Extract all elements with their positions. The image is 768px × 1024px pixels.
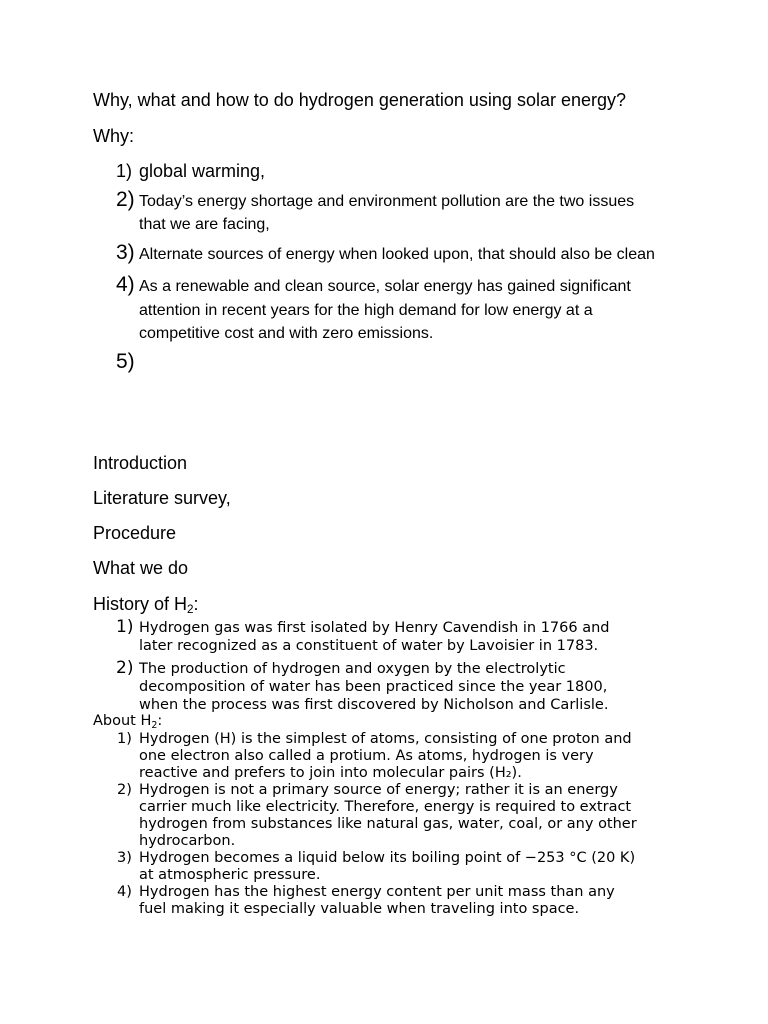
why-heading: Why: <box>93 126 135 146</box>
about-heading-text: About H <box>93 713 152 729</box>
history-heading-suffix: : <box>193 594 199 614</box>
about-item-text: hydrocarbon. <box>139 833 236 849</box>
about-item-text: one electron also called a protium. As atoms, hydrogen is very <box>139 748 594 764</box>
history-item-text: when the process was first discovered by Nicholson and Carlisle. <box>139 697 609 713</box>
history-item-text: later recognized as a constituent of water by Lavoisier in 1783. <box>139 638 599 654</box>
about-item-number: 1) <box>117 731 132 747</box>
why-item-text: competitive cost and with zero emissions. <box>139 325 434 342</box>
section-literature-survey: Literature survey, <box>93 488 231 508</box>
history-heading-subscript: 2 <box>187 603 194 616</box>
about-item-text: Hydrogen becomes a liquid below its boiling point of −253 °C (20 K) <box>139 850 636 866</box>
about-item-text: Hydrogen is not a primary source of energy; rather it is an energy <box>139 782 618 798</box>
about-heading <box>93 713 162 731</box>
history-item-text: The production of hydrogen and oxygen by the electrolytic <box>139 661 566 677</box>
why-item-text: global warming, <box>139 161 266 181</box>
why-item-number: 4) <box>116 273 135 296</box>
why-item-number: 2) <box>116 188 135 211</box>
history-heading-text: History of H <box>93 594 188 614</box>
about-item-text: hydrogen from substances like natural gas, water, coal, or any other <box>139 816 637 832</box>
about-heading-subscript: 2 <box>151 720 158 731</box>
section-introduction: Introduction <box>93 453 188 473</box>
about-item-text: Hydrogen (H) is the simplest of atoms, consisting of one proton and <box>139 731 632 747</box>
section-what-we-do: What we do <box>93 558 189 578</box>
why-item-text: Alternate sources of energy when looked upon, that should also be clean <box>139 246 655 263</box>
why-item-text: As a renewable and clean source, solar energy has gained significant <box>139 278 631 295</box>
why-item-text: attention in recent years for the high demand for low energy at a <box>139 302 593 319</box>
about-item-text: at atmospheric pressure. <box>139 867 321 883</box>
history-item-text: Hydrogen gas was first isolated by Henry Cavendish in 1766 and <box>139 620 610 636</box>
about-item-number: 2) <box>117 782 132 798</box>
about-heading-suffix: : <box>157 713 163 729</box>
why-item-number: 5) <box>116 350 135 373</box>
about-item-text: carrier much like electricity. Therefore, energy is required to extract <box>139 799 632 815</box>
about-item-text: fuel making it especially valuable when traveling into space. <box>139 901 580 917</box>
why-item-text: that we are facing, <box>139 216 270 233</box>
history-item-number: 1) <box>116 617 134 637</box>
history-heading <box>93 593 199 615</box>
why-item-number: 3) <box>116 241 135 264</box>
history-item-text: decomposition of water has been practiced since the year 1800, <box>139 679 608 695</box>
why-item-text: Today’s energy shortage and environment pollution are the two issues <box>139 193 635 210</box>
section-procedure: Procedure <box>93 523 177 543</box>
about-item-number: 4) <box>117 884 132 900</box>
document-title: Why, what and how to do hydrogen generation using solar energy? <box>93 90 627 110</box>
about-item-text: Hydrogen has the highest energy content per unit mass than any <box>139 884 615 900</box>
about-item-text: reactive and prefers to join into molecular pairs (H₂). <box>139 765 522 781</box>
history-item-number: 2) <box>116 658 134 678</box>
why-item-number: 1) <box>116 161 133 181</box>
about-item-number: 3) <box>117 850 132 866</box>
